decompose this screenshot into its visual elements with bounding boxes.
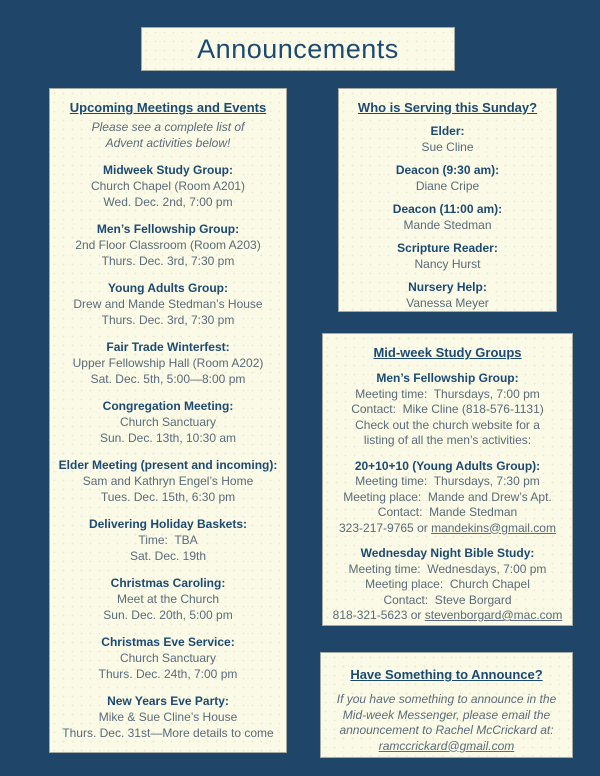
group-line: Contact: Mande Stedman: [377, 505, 518, 519]
announce-body-line: Mid-week Messenger, please email the: [342, 707, 551, 722]
role-name: Elder:: [430, 124, 465, 138]
announce-body-line: If you have something to announce in the: [336, 692, 557, 706]
midweek-title: Mid-week Study Groups: [373, 345, 522, 360]
event-name: Delivering Holiday Baskets:: [88, 517, 248, 531]
role-item: [339, 279, 556, 311]
page-title: Announcements: [197, 33, 399, 64]
role-item: [339, 240, 556, 272]
group-name: 20+10+10 (Young Adults Group):: [354, 458, 541, 473]
contact-phone-text: 818-321-5623 or: [332, 608, 425, 622]
event-detail-line: Church Sanctuary: [119, 415, 217, 429]
role-item: [339, 123, 556, 155]
event-item: [50, 339, 286, 387]
event-detail-line: Church Chapel (Room A201): [90, 179, 246, 193]
midweek-groups-list: [323, 371, 572, 624]
event-item: [50, 575, 286, 623]
email-link[interactable]: ramccrickard@gmail.com: [378, 738, 515, 753]
event-name: Elder Meeting (present and incoming):: [58, 458, 278, 472]
event-name: Christmas Eve Service:: [101, 635, 235, 649]
upcoming-events-panel: [49, 88, 287, 753]
role-item: [339, 201, 556, 233]
group-line: Meeting time: Thursdays, 7:30 pm: [355, 474, 540, 488]
event-name: Congregation Meeting:: [102, 399, 234, 413]
subtitle-line: Advent activities below!: [105, 136, 231, 150]
serving-title: Who is Serving this Sunday?: [357, 100, 538, 115]
event-detail-line: Thurs. Dec. 3rd, 7:30 pm: [101, 313, 235, 327]
group-line: Meeting time: Wednesdays, 7:00 pm: [348, 561, 547, 576]
role-name: Nursery Help:: [408, 280, 487, 294]
announce-panel: [320, 652, 573, 758]
event-detail-line: Time: TBA: [138, 533, 198, 547]
event-detail-line: Thurs. Dec. 3rd, 7:30 pm: [101, 254, 235, 268]
event-item: [50, 516, 286, 564]
group-line: listing of all the men’s activities:: [363, 433, 532, 447]
event-item: [50, 634, 286, 682]
group-item: [323, 371, 572, 449]
event-detail-line: Sun. Dec. 13th, 10:30 am: [99, 431, 237, 445]
event-detail-line: Church Sanctuary: [119, 651, 217, 665]
event-detail-line: Mike & Sue Cline’s House: [98, 710, 238, 724]
event-name: New Years Eve Party:: [107, 694, 229, 708]
event-detail-line: Wed. Dec. 2nd, 7:00 pm: [103, 195, 233, 209]
group-name: Wednesday Night Bible Study:: [360, 546, 535, 560]
email-link[interactable]: mandekins@gmail.com: [431, 520, 556, 535]
event-detail-line: Drew and Mande Stedman’s House: [73, 297, 263, 311]
contact-line: [323, 608, 572, 624]
announce-title: Have Something to Announce?: [350, 667, 543, 682]
role-person: Nancy Hurst: [414, 257, 481, 271]
role-name: Deacon (9:30 am):: [395, 163, 500, 177]
group-item: [323, 459, 572, 537]
email-link[interactable]: stevenborgard@mac.com: [424, 608, 563, 622]
events-list: [50, 162, 286, 741]
role-name: Deacon (11:00 am):: [392, 202, 503, 216]
event-name: Men’s Fellowship Group:: [96, 222, 240, 236]
event-detail-line: Meet at the Church: [116, 592, 220, 606]
group-line: Meeting place: Mande and Drew’s Apt.: [343, 489, 552, 504]
role-person: Vanessa Meyer: [406, 296, 489, 310]
event-item: [50, 280, 286, 328]
event-item: [50, 398, 286, 446]
group-line: Meeting place: Church Chapel: [365, 577, 530, 591]
serving-roles-list: [339, 123, 556, 311]
group-item: [323, 546, 572, 624]
midweek-panel: [322, 333, 573, 626]
group-line: Check out the church website for a: [355, 417, 540, 432]
event-detail-line: Sat. Dec. 5th, 5:00—8:00 pm: [90, 372, 246, 386]
announce-body: [321, 692, 572, 754]
group-line: Meeting time: Thursdays, 7:00 pm: [355, 386, 540, 401]
role-person: Sue Cline: [421, 140, 474, 154]
role-person: Mande Stedman: [403, 218, 492, 232]
event-item: [50, 457, 286, 505]
event-name: Fair Trade Winterfest:: [106, 340, 230, 354]
group-line: Contact: Mike Cline (818-576-1131): [351, 402, 544, 416]
event-detail-line: Upper Fellowship Hall (Room A202): [72, 356, 264, 370]
group-line: Contact: Steve Borgard: [383, 592, 512, 607]
role-item: [339, 162, 556, 194]
event-item: [50, 221, 286, 269]
upcoming-events-title: Upcoming Meetings and Events: [69, 100, 267, 115]
announce-body-line: announcement to Rachel McCrickard at:: [339, 723, 554, 737]
event-name: Christmas Caroling:: [110, 576, 226, 590]
event-detail-line: Sun. Dec. 20th, 5:00 pm: [103, 608, 233, 622]
event-detail-line: Thurs. Dec. 31st—More details to come: [62, 726, 274, 740]
contact-phone-text: 323-217-9765 or: [339, 520, 432, 535]
event-detail-line: Sam and Kathryn Engel’s Home: [82, 474, 254, 488]
event-name: Young Adults Group:: [108, 281, 228, 295]
event-detail-line: Tues. Dec. 15th, 6:30 pm: [100, 490, 236, 504]
event-item: [50, 693, 286, 741]
role-person: Diane Cripe: [415, 179, 480, 193]
subtitle-line: Please see a complete list of: [91, 120, 245, 134]
group-name: Men’s Fellowship Group:: [376, 371, 519, 385]
event-detail-line: 2nd Floor Classroom (Room A203): [75, 238, 261, 252]
contact-line: [323, 521, 572, 537]
event-detail-line: Thurs. Dec. 24th, 7:00 pm: [98, 667, 238, 681]
serving-panel: [338, 88, 557, 312]
event-detail-line: Sat. Dec. 19th: [129, 549, 207, 563]
event-name: Midweek Study Group:: [102, 163, 233, 177]
role-name: Scripture Reader:: [397, 241, 498, 255]
title-banner: [141, 27, 455, 71]
event-item: [50, 162, 286, 210]
